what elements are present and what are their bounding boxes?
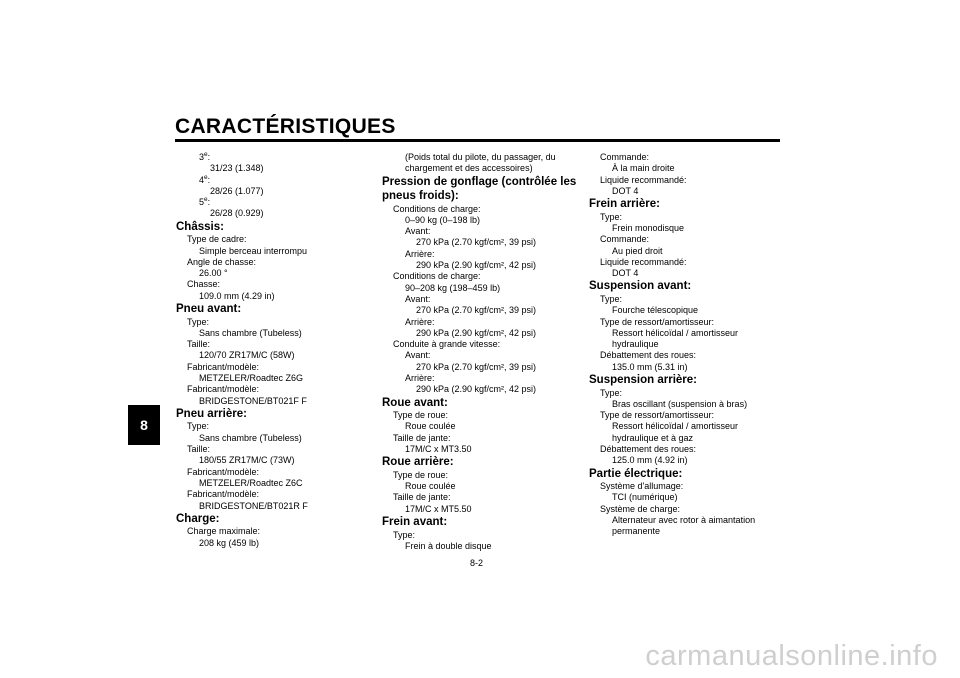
spec-label: Type de roue:: [393, 410, 449, 421]
spec-label: Chasse:: [187, 279, 221, 290]
spec-value: Fourche télescopique: [612, 305, 699, 316]
spec-label: Taille:: [187, 339, 211, 350]
spec-value: 26/28 (0.929): [210, 208, 264, 219]
gear-number: 5: [199, 197, 205, 208]
spec-value: 290 kPa (2.90 kgf/cm², 42 psi): [416, 260, 537, 271]
spec-value: Roue coulée: [405, 421, 456, 432]
section-heading: Frein arrière:: [589, 198, 660, 211]
spec-label: Liquide recommandé:: [600, 256, 687, 267]
spec-value: Au pied droit: [612, 245, 663, 256]
spec-value: 208 kg (459 lb): [199, 537, 260, 548]
ordinal-superscript: e: [204, 173, 208, 181]
chapter-tab: 8: [128, 405, 160, 445]
section-heading: Pression de gonflage (contrôlée les: [382, 175, 577, 188]
spec-label: Commande:: [600, 152, 650, 162]
spec-label: Type:: [600, 293, 623, 304]
spec-value: 31/23 (1.348): [210, 163, 264, 174]
spec-label: Commande:: [600, 234, 650, 245]
spec-value: [176, 175, 376, 186]
spec-value: Ressort hélicoïdal / amortisseur: [612, 327, 739, 338]
spec-value: 28/26 (1.077): [210, 185, 264, 196]
spec-value: METZELER/Roadtec Z6C: [199, 477, 303, 488]
section-heading: Roue arrière:: [382, 456, 454, 469]
spec-value: 26.00 °: [199, 268, 228, 279]
section-heading: pneus froids):: [382, 190, 459, 203]
spec-label: Système de charge:: [600, 503, 681, 514]
watermark: carmanualsonline.info: [645, 640, 938, 672]
spec-value: hydraulique et à gaz: [612, 432, 694, 443]
spec-label: Type de cadre:: [187, 234, 247, 245]
spec-value: 120/70 ZR17M/C (58W): [199, 350, 295, 361]
spec-label: Type:: [600, 387, 623, 398]
colon: :: [207, 152, 211, 162]
spec-label: Conditions de charge:: [393, 271, 481, 282]
spec-value: Avant:: [405, 226, 431, 237]
section-heading: Partie électrique:: [589, 467, 683, 480]
spec-column-3: [589, 152, 789, 538]
spec-label: Débattement des roues:: [600, 350, 697, 361]
spec-value: À la main droite: [612, 163, 675, 174]
spec-value: Avant:: [405, 293, 431, 304]
spec-value: hydraulique: [612, 339, 659, 350]
spec-label: Type:: [393, 529, 416, 540]
spec-value: 90–208 kg (198–459 lb): [405, 282, 501, 293]
ordinal-superscript: e: [204, 151, 208, 158]
spec-value: BRIDGESTONE/BT021F F: [199, 395, 307, 406]
spec-value: chargement et des accessoires): [405, 163, 533, 174]
spec-column-1: [176, 152, 376, 549]
spec-label: Type de roue:: [393, 469, 449, 480]
spec-value: 270 kPa (2.70 kgf/cm², 39 psi): [416, 361, 537, 372]
spec-value: 0–90 kg (0–198 lb): [405, 214, 481, 225]
spec-label: Fabricant/modèle:: [187, 384, 260, 395]
spec-value: 125.0 mm (4.92 in): [612, 455, 688, 466]
section-heading: Suspension avant:: [589, 280, 692, 293]
spec-label: Type de ressort/amortisseur:: [600, 410, 715, 421]
spec-label: Type:: [600, 211, 623, 222]
spec-label: Système d'allumage:: [600, 481, 684, 492]
colon: :: [207, 174, 211, 185]
spec-value: Alternateur avec rotor à aimantation: [612, 515, 756, 526]
spec-label: Angle de chasse:: [187, 256, 257, 267]
spec-value: 135.0 mm (5.31 in): [612, 361, 688, 372]
spec-value: Arrière:: [405, 316, 435, 327]
spec-label: Fabricant/modèle:: [187, 489, 260, 500]
spec-label: Type de ressort/amortisseur:: [600, 316, 715, 327]
spec-value: 180/55 ZR17M/C (73W): [199, 455, 295, 466]
spec-label: Conduite à grande vitesse:: [393, 339, 501, 350]
section-heading: Charge:: [176, 512, 220, 525]
page-title: CARACTÉRISTIQUES: [175, 115, 396, 138]
spec-value: Sans chambre (Tubeless): [199, 432, 302, 443]
spec-value: Sans chambre (Tubeless): [199, 327, 302, 338]
title-rule: [175, 139, 780, 142]
spec-value: METZELER/Roadtec Z6G: [199, 373, 304, 384]
gear-number: 4: [199, 174, 205, 185]
spec-value: 290 kPa (2.90 kgf/cm², 42 psi): [416, 327, 537, 338]
spec-value: Simple berceau interrompu: [199, 245, 308, 256]
spec-label: Taille de jante:: [393, 432, 451, 443]
page-number: 8-2: [470, 558, 484, 568]
spec-value: Frein à double disque: [405, 540, 492, 551]
spec-value: Arrière:: [405, 373, 435, 384]
spec-value: TCI (numérique): [612, 492, 678, 503]
spec-value: permanente: [612, 526, 661, 537]
spec-label: Fabricant/modèle:: [187, 361, 260, 372]
colon: :: [207, 197, 211, 208]
section-heading: Pneu arrière:: [176, 407, 247, 420]
spec-label: Type:: [187, 421, 210, 432]
gear-number: 3: [199, 152, 205, 162]
spec-column-2: [382, 152, 582, 552]
spec-label: Conditions de charge:: [393, 203, 481, 214]
spec-value: (Poids total du pilote, du passager, du: [405, 152, 556, 162]
section-heading: Châssis:: [176, 220, 224, 233]
spec-value: DOT 4: [612, 185, 639, 196]
spec-value: 270 kPa (2.70 kgf/cm², 39 psi): [416, 305, 537, 316]
spec-value: Avant:: [405, 350, 431, 361]
spec-value: [176, 197, 376, 208]
spec-label: Liquide recommandé:: [600, 174, 687, 185]
section-heading: Pneu avant:: [176, 303, 242, 316]
spec-value: 17M/C x MT5.50: [405, 503, 472, 514]
spec-value: Roue coulée: [405, 481, 456, 492]
spec-value: Arrière:: [405, 248, 435, 259]
spec-value: 290 kPa (2.90 kgf/cm², 42 psi): [416, 384, 537, 395]
section-heading: Frein avant:: [382, 516, 448, 529]
spec-value: Bras oscillant (suspension à bras): [612, 398, 748, 409]
ordinal-superscript: e: [204, 196, 208, 204]
spec-value: [176, 152, 376, 163]
spec-value: Ressort hélicoïdal / amortisseur: [612, 421, 739, 432]
spec-value: BRIDGESTONE/BT021R F: [199, 500, 308, 511]
spec-label: Charge maximale:: [187, 526, 261, 537]
section-heading: Roue avant:: [382, 396, 448, 409]
spec-value: 270 kPa (2.70 kgf/cm², 39 psi): [416, 237, 537, 248]
spec-label: Taille:: [187, 444, 211, 455]
spec-value: Frein monodisque: [612, 222, 685, 233]
section-heading: Suspension arrière:: [589, 374, 698, 387]
spec-label: Débattement des roues:: [600, 444, 697, 455]
spec-value: 17M/C x MT3.50: [405, 444, 472, 455]
spec-label: Fabricant/modèle:: [187, 466, 260, 477]
spec-value: DOT 4: [612, 268, 639, 279]
spec-label: Taille de jante:: [393, 492, 451, 503]
spec-label: Type:: [187, 316, 210, 327]
spec-value: 109.0 mm (4.29 in): [199, 290, 275, 301]
